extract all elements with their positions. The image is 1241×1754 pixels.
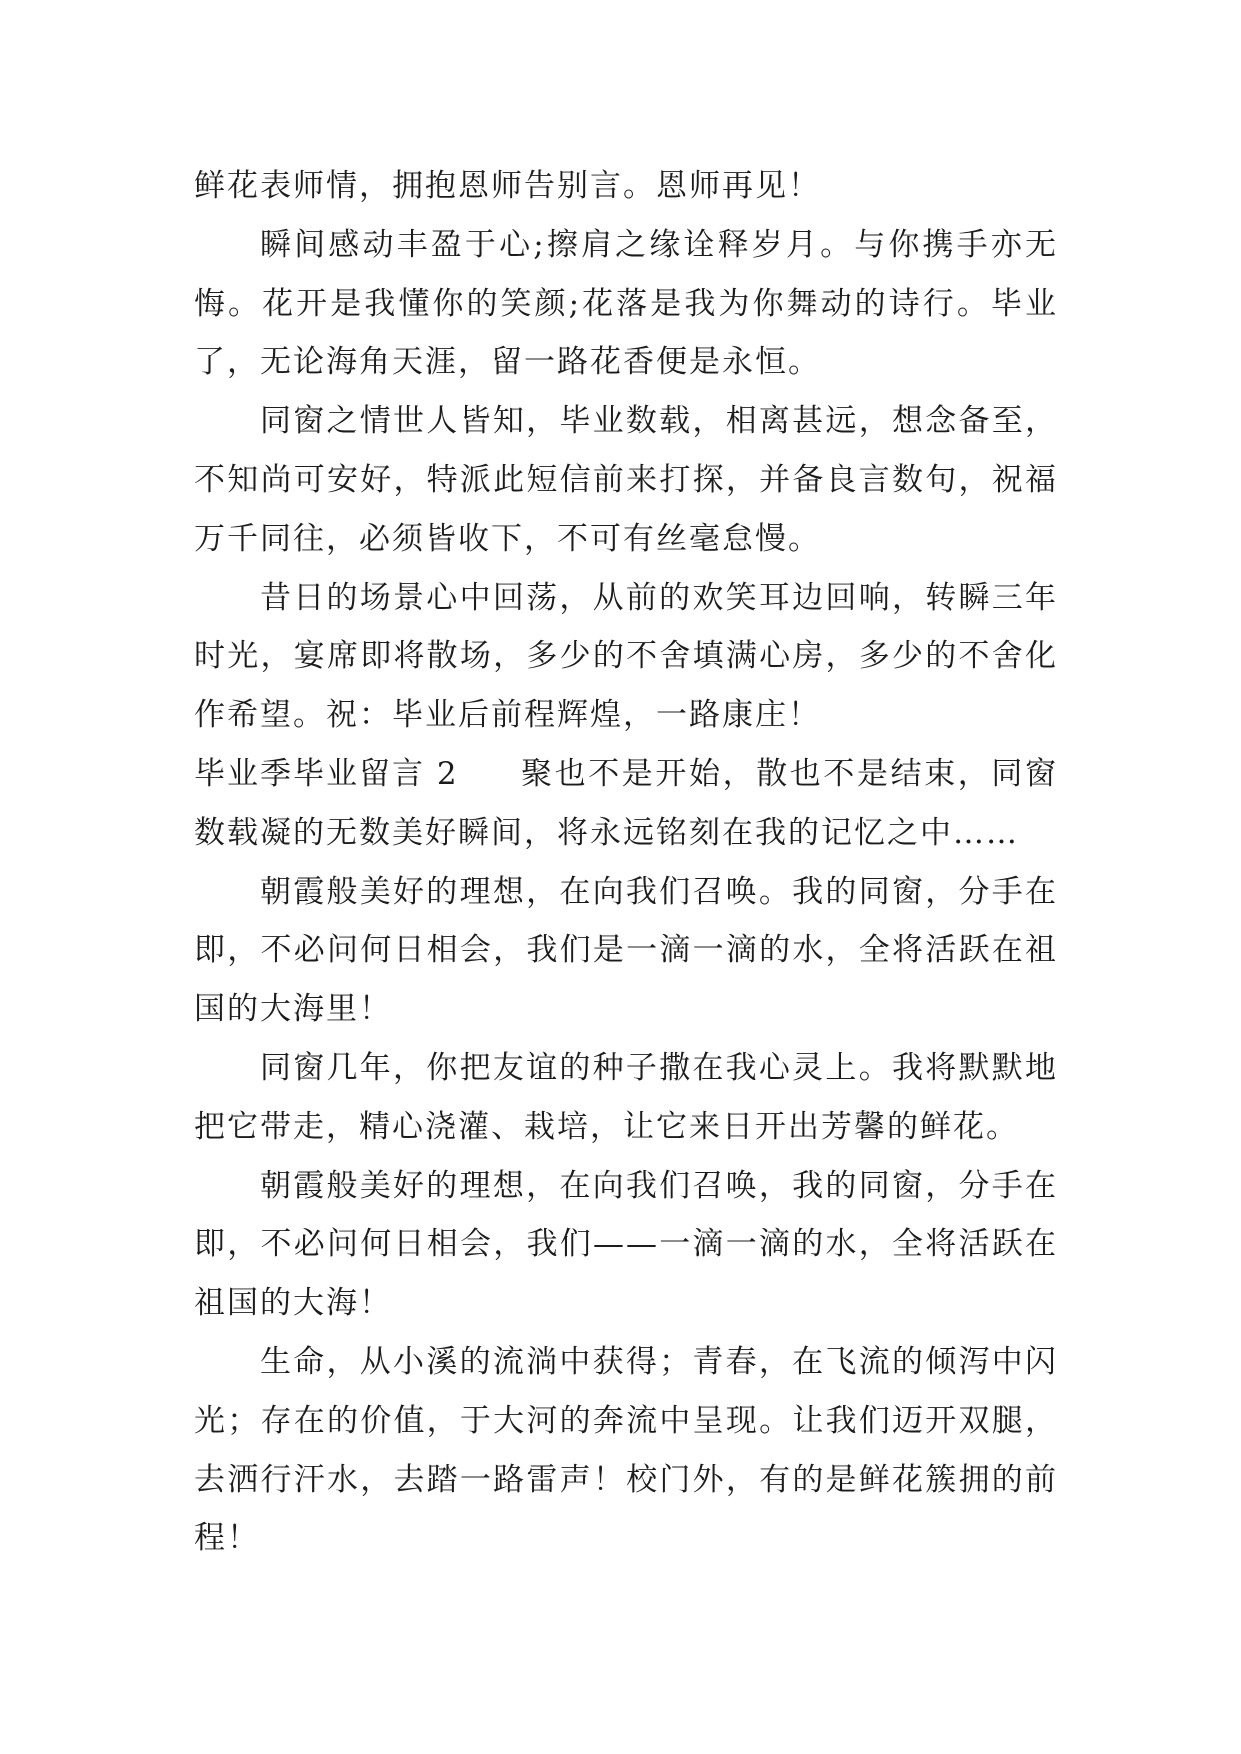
paragraph-line: 程！ <box>194 1520 260 1557</box>
document-body <box>194 157 1058 1568</box>
paragraph-line: 生命，从小溪的流淌中获得；青春，在飞流的倾泻中闪 <box>260 1343 1058 1380</box>
paragraph-line: 聚也不是开始，散也不是结束，同窗 <box>521 755 1058 792</box>
paragraph-line: 朝霞般美好的理想，在向我们召唤，我的同窗，分手在 <box>260 1167 1058 1204</box>
paragraph-line: 即，不必问何日相会，我们是一滴一滴的水，全将活跃在祖 <box>194 932 1058 969</box>
paragraph-line: 时光，宴席即将散场，多少的不舍填满心房，多少的不舍化 <box>194 638 1058 675</box>
paragraph-line: 同窗之情世人皆知，毕业数载，相离甚远，想念备至， <box>260 403 1058 440</box>
paragraph-line: 祖国的大海！ <box>194 1285 392 1322</box>
paragraph <box>194 1157 1058 1333</box>
paragraph-line: 作希望。祝：毕业后前程辉煌，一路康庄！ <box>194 697 821 734</box>
paragraph <box>194 863 1058 1039</box>
section-heading-line <box>194 745 1058 804</box>
paragraph <box>194 1333 1058 1568</box>
paragraph-line: 昔日的场景心中回荡，从前的欢笑耳边回响，转瞬三年 <box>260 579 1058 616</box>
paragraph-line: 去洒行汗水，去踏一路雷声！校门外，有的是鲜花簇拥的前 <box>194 1461 1058 1498</box>
paragraph <box>194 157 1058 216</box>
paragraph <box>194 569 1058 745</box>
paragraph-line: 了，无论海角天涯，留一路花香便是永恒。 <box>194 344 821 381</box>
paragraph-line: 瞬间感动丰盈于心;擦肩之缘诠释岁月。与你携手亦无 <box>260 226 1058 263</box>
paragraph-line: 悔。花开是我懂你的笑颜;花落是我为你舞动的诗行。毕业 <box>194 285 1058 322</box>
paragraph-line: 朝霞般美好的理想，在向我们召唤。我的同窗，分手在 <box>260 873 1058 910</box>
paragraph <box>194 392 1058 568</box>
paragraph-line: 即，不必问何日相会，我们——一滴一滴的水，全将活跃在 <box>194 1226 1058 1263</box>
paragraph-line: 光；存在的价值，于大河的奔流中呈现。让我们迈开双腿， <box>194 1402 1058 1439</box>
paragraph-line: 国的大海里！ <box>194 991 392 1028</box>
paragraph <box>194 1039 1058 1157</box>
paragraph-line: 不知尚可安好，特派此短信前来打探，并备良言数句，祝福 <box>194 461 1058 498</box>
paragraph-line: 同窗几年，你把友谊的种子撒在我心灵上。我将默默地 <box>260 1049 1058 1086</box>
paragraph-line: 数载凝的无数美好瞬间，将永远铭刻在我的记忆之中…… <box>194 814 1019 851</box>
section <box>194 745 1058 863</box>
paragraph-line: 鲜花表师情，拥抱恩师告别言。恩师再见！ <box>194 168 821 204</box>
paragraph-line: 把它带走，精心浇灌、栽培，让它来日开出芳馨的鲜花。 <box>194 1108 1019 1145</box>
section-heading: 毕业季毕业留言 2 <box>194 755 459 792</box>
paragraph-line: 万千同往，必须皆收下，不可有丝毫怠慢。 <box>194 520 821 557</box>
paragraph <box>194 216 1058 392</box>
